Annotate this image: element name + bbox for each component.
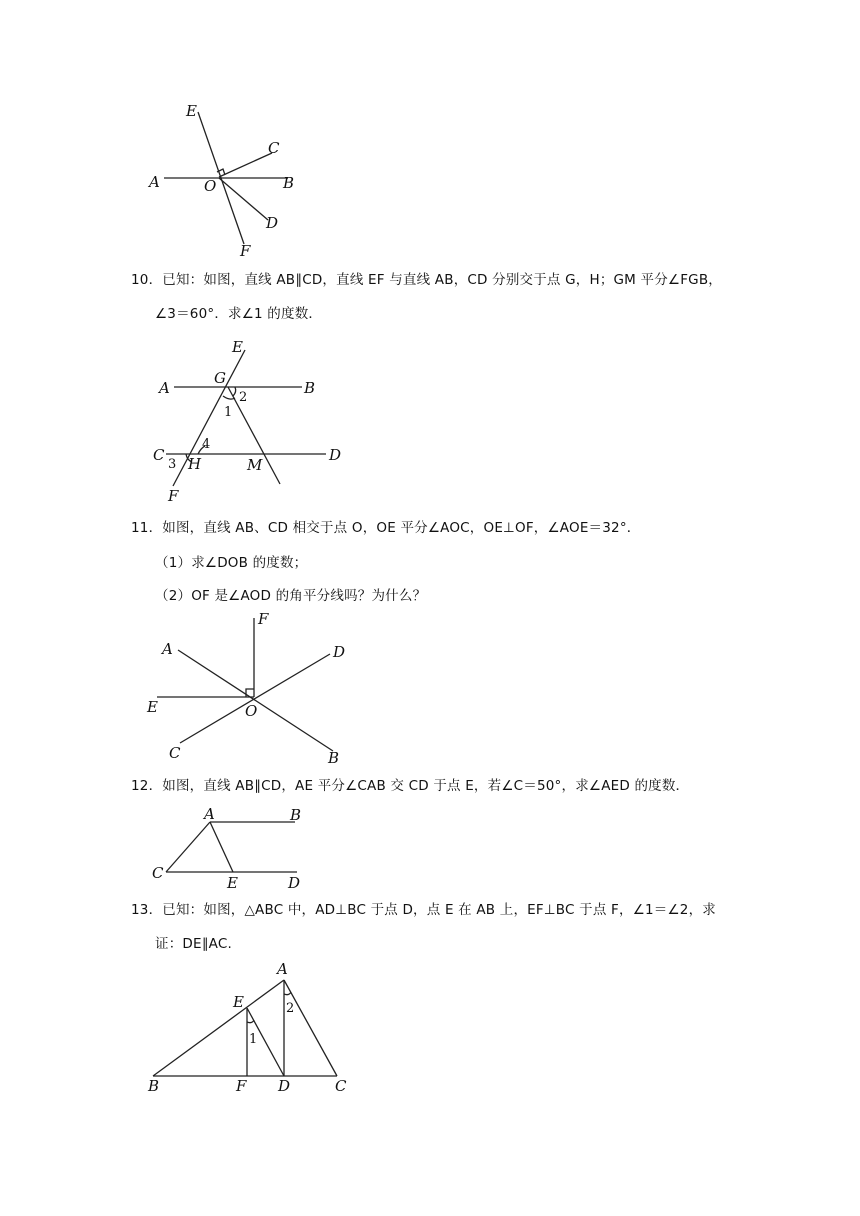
figure-problem-11 [140, 608, 360, 768]
problem-13-line-2: 证：DE∥AC. [155, 936, 232, 952]
label-g: G [214, 369, 226, 387]
label-d: D [288, 874, 301, 892]
figure-problem-12 [140, 802, 340, 892]
figure-10-svg [140, 334, 360, 504]
figure-problem-9 [140, 96, 320, 266]
problem-11-question-1: （1）求∠DOB 的度数； [155, 555, 308, 571]
label-m: M [247, 456, 263, 474]
figure-9-svg [140, 96, 320, 266]
label-f: F [236, 1077, 247, 1095]
label-b: B [328, 749, 340, 767]
label-b: B [148, 1077, 160, 1095]
segment-ac [166, 822, 210, 872]
line-cd [180, 654, 330, 743]
label-a: A [204, 805, 215, 823]
label-e: E [186, 102, 197, 120]
label-d: D [329, 446, 342, 464]
ray-oc [219, 153, 272, 177]
label-a: A [149, 173, 160, 191]
label-1: 1 [224, 405, 233, 420]
figure-problem-13 [140, 958, 360, 1098]
label-d: D [333, 643, 346, 661]
figure-11-svg [140, 608, 360, 768]
figure-13-svg [140, 958, 360, 1098]
segment-ac [284, 980, 337, 1076]
label-2: 2 [239, 390, 248, 405]
label-o: O [204, 177, 217, 195]
label-3: 3 [168, 457, 177, 472]
label-h: H [188, 455, 202, 473]
label-e: E [227, 874, 238, 892]
label-c: C [268, 139, 280, 157]
label-b: B [290, 806, 302, 824]
label-f: F [168, 487, 179, 505]
label-f: F [258, 610, 269, 628]
angle-1-arc [247, 1020, 254, 1023]
label-a: A [162, 640, 173, 658]
label-e: E [147, 698, 158, 716]
problem-13-line-1: 13．已知：如图，△ABC 中，AD⊥BC 于点 D，点 E 在 AB 上，EF⊥BC 于点 F，∠1＝∠2，求 [131, 902, 716, 918]
problem-12-line-1: 12．如图，直线 AB∥CD，AE 平分∠CAB 交 CD 于点 E，若∠C＝50°，求∠AED 的度数． [131, 778, 690, 794]
angle-2-arc [284, 992, 291, 995]
label-o: O [245, 702, 258, 720]
label-a: A [277, 960, 288, 978]
line-ef [173, 350, 248, 486]
label-b: B [304, 379, 316, 397]
label-f: F [240, 242, 251, 260]
label-a: A [159, 379, 170, 397]
label-b: B [283, 174, 295, 192]
line-ab [178, 650, 333, 751]
segment-ba [153, 980, 284, 1076]
label-2: 2 [286, 1001, 295, 1016]
figure-12-svg [140, 802, 340, 892]
problem-11-question-2: （2）OF 是∠AOD 的角平分线吗？为什么？ [155, 588, 427, 604]
label-d: D [266, 214, 279, 232]
label-c: C [335, 1077, 347, 1095]
label-4: 4 [202, 437, 211, 452]
problem-10-line-2: ∠3＝60°．求∠1 的度数． [155, 306, 323, 322]
segment-ae [210, 822, 233, 872]
problem-10-line-1: 10．已知：如图，直线 AB∥CD，直线 EF 与直线 AB，CD 分别交于点 G，H；GM 平分∠FGB， [131, 272, 723, 288]
label-e: E [232, 338, 243, 356]
ray-od [219, 178, 268, 220]
label-d: D [278, 1077, 291, 1095]
label-e: E [233, 993, 244, 1011]
angle-2-arc [233, 387, 236, 396]
label-c: C [153, 446, 165, 464]
figure-problem-10 [140, 334, 360, 504]
label-c: C [169, 744, 181, 762]
label-c: C [152, 864, 164, 882]
label-1: 1 [249, 1032, 258, 1047]
problem-11-line-1: 11．如图，直线 AB、CD 相交于点 O，OE 平分∠AOC，OE⊥OF，∠AOE＝32°． [131, 520, 641, 536]
